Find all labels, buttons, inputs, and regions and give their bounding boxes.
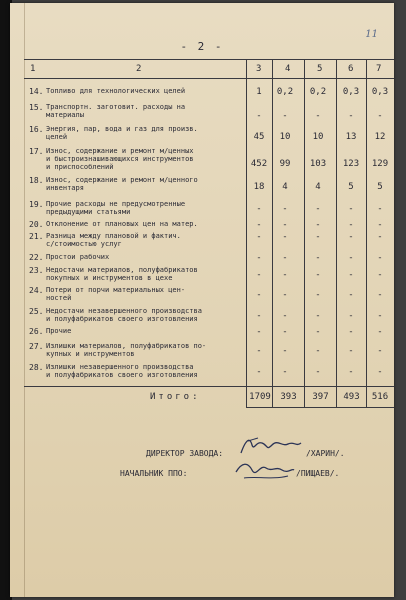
row-value-col4: - — [282, 204, 288, 214]
row-value-col4: - — [282, 327, 288, 337]
row-value-col6: 13 — [345, 132, 357, 142]
total-col4: 393 — [280, 392, 297, 402]
row-value-col3: - — [256, 111, 262, 121]
row-value-col3: - — [256, 367, 262, 377]
row-value-col3: - — [256, 290, 262, 300]
row-number: 18. — [29, 176, 44, 185]
row-number: 15. — [29, 103, 44, 112]
row-value-col7: - — [377, 346, 383, 356]
row-value-col6: 5 — [348, 182, 354, 192]
row-value-col6: - — [348, 220, 354, 230]
row-description: Недостачи незавершенного производства и полуфабрикатов своего изготовления — [46, 307, 202, 323]
director-name: /ХАРИН/. — [306, 449, 345, 458]
row-value-col5: - — [315, 111, 321, 121]
ppo-head-signature-title: НАЧАЛЬНИК ППО: — [120, 469, 188, 478]
column-header-2: 2 — [136, 64, 142, 74]
row-value-col4: - — [282, 311, 288, 321]
row-number: 22. — [29, 253, 44, 262]
row-value-col3: 1 — [256, 87, 262, 97]
row-value-col3: - — [256, 346, 262, 356]
row-value-col7: - — [377, 232, 383, 242]
row-value-col6: - — [348, 346, 354, 356]
row-value-col6: 0,3 — [342, 87, 360, 97]
row-value-col7: 0,3 — [371, 87, 389, 97]
row-value-col6: - — [348, 290, 354, 300]
row-value-col3: 18 — [253, 182, 265, 192]
row-value-col3: - — [256, 327, 262, 337]
row-value-col7: - — [377, 253, 383, 263]
row-value-col7: 12 — [374, 132, 386, 142]
row-value-col3: - — [256, 270, 262, 280]
row-value-col6: - — [348, 327, 354, 337]
row-description: Отклонение от плановых цен на матер. — [46, 220, 198, 228]
total-col7: 516 — [371, 392, 389, 402]
row-value-col7: - — [377, 204, 383, 214]
row-number: 21. — [29, 232, 44, 241]
row-value-col3: - — [256, 232, 262, 242]
row-description: Транспортн. заготовит. расходы на материалы — [46, 103, 186, 119]
table-top-border — [24, 59, 394, 60]
column-header-3: 3 — [256, 64, 262, 74]
total-col3: 1709 — [249, 392, 271, 402]
row-number: 17. — [29, 147, 44, 156]
table-body-bottom-border — [24, 386, 394, 387]
row-number: 26. — [29, 327, 44, 336]
row-value-col4: - — [282, 253, 288, 263]
page-number: - 2 - — [180, 40, 224, 53]
row-value-col5: 0,2 — [309, 87, 327, 97]
row-number: 23. — [29, 266, 44, 275]
column-header-5: 5 — [317, 64, 323, 74]
column-header-1: 1 — [30, 64, 36, 74]
row-value-col5: 10 — [312, 132, 324, 142]
row-value-col5: - — [315, 290, 321, 300]
row-value-col4: - — [282, 346, 288, 356]
column-divider — [336, 59, 337, 407]
ppo-head-handwritten-signature — [232, 458, 298, 482]
row-number: 25. — [29, 307, 44, 316]
row-description: Топливо для технологических целей — [46, 87, 186, 95]
archive-page-number: 11 — [365, 29, 378, 40]
row-description: Энергия, пар, вода и газ для произв. целей — [46, 125, 198, 141]
column-header-4: 4 — [285, 64, 291, 74]
ppo-head-name: /ПИЩАЕВ/. — [296, 469, 340, 478]
row-value-col3: - — [256, 253, 262, 263]
row-value-col7: 129 — [371, 159, 389, 169]
row-value-col7: - — [377, 327, 383, 337]
column-header-7: 7 — [376, 64, 382, 74]
row-value-col7: - — [377, 220, 383, 230]
row-value-col7: - — [377, 270, 383, 280]
table-header-border — [24, 78, 394, 79]
row-value-col4: - — [282, 232, 288, 242]
row-value-col7: - — [377, 367, 383, 377]
row-value-col4: 99 — [279, 159, 291, 169]
row-description: Излишки незавершенного производства и полуфабрикатов своего изготовления — [46, 363, 198, 379]
director-signature-title: ДИРЕКТОР ЗАВОДА: — [146, 449, 224, 458]
document-page — [10, 3, 394, 597]
row-description: Износ, содержание и ремонт м/ценных и быстроизнашивающихся инструментов и приспособлений — [46, 147, 194, 171]
row-value-col5: - — [315, 232, 321, 242]
row-value-col6: - — [348, 204, 354, 214]
row-value-col5: - — [315, 253, 321, 263]
total-label: Итого: — [150, 392, 201, 402]
row-value-col4: - — [282, 270, 288, 280]
row-value-col3: 452 — [250, 159, 268, 169]
row-value-col5: 4 — [315, 182, 321, 192]
row-value-col5: - — [315, 270, 321, 280]
director-handwritten-signature — [238, 435, 304, 457]
row-description: Потери от порчи материальных цен- ностей — [46, 286, 186, 302]
row-description: Простои рабочих — [46, 253, 110, 261]
row-value-col7: - — [377, 290, 383, 300]
row-number: 24. — [29, 286, 44, 295]
row-number: 20. — [29, 220, 44, 229]
row-value-col5: - — [315, 327, 321, 337]
row-value-col7: - — [377, 111, 383, 121]
row-value-col6: - — [348, 111, 354, 121]
row-value-col5: 103 — [309, 159, 327, 169]
row-value-col4: 10 — [279, 132, 291, 142]
row-value-col5: - — [315, 220, 321, 230]
row-description: Недостачи материалов, полуфабрикатов покупных и инструментов в цехе — [46, 266, 198, 282]
row-value-col5: - — [315, 346, 321, 356]
row-value-col6: - — [348, 367, 354, 377]
total-col6: 493 — [343, 392, 360, 402]
row-number: 28. — [29, 363, 44, 372]
row-number: 16. — [29, 125, 44, 134]
row-value-col6: 123 — [342, 159, 360, 169]
row-value-col7: 5 — [377, 182, 383, 192]
page-fold-line — [24, 3, 25, 597]
row-value-col6: - — [348, 253, 354, 263]
row-value-col5: - — [315, 311, 321, 321]
row-description: Прочие — [46, 327, 72, 335]
row-value-col4: 4 — [282, 182, 288, 192]
row-number: 19. — [29, 200, 44, 209]
row-description: Излишки материалов, полуфабрикатов по- купных и инструментов — [46, 342, 207, 358]
row-value-col3: - — [256, 220, 262, 230]
row-number: 27. — [29, 342, 44, 351]
row-value-col4: 0,2 — [276, 87, 294, 97]
row-value-col4: - — [282, 220, 288, 230]
table-total-bottom-border — [246, 407, 394, 408]
row-value-col4: - — [282, 367, 288, 377]
row-value-col4: - — [282, 111, 288, 121]
row-value-col3: 45 — [253, 132, 265, 142]
row-value-col6: - — [348, 270, 354, 280]
row-value-col6: - — [348, 232, 354, 242]
row-description: Износ, содержание и ремонт м/ценного инвентаря — [46, 176, 198, 192]
row-number: 14. — [29, 87, 44, 96]
row-value-col7: - — [377, 311, 383, 321]
total-col5: 397 — [312, 392, 329, 402]
row-description: Разница между плановой и фактич. с/стоимостью услуг — [46, 232, 181, 248]
row-description: Прочие расходы не предусмотренные предыдущими статьями — [46, 200, 186, 216]
row-value-col6: - — [348, 311, 354, 321]
row-value-col4: - — [282, 290, 288, 300]
column-header-6: 6 — [348, 64, 354, 74]
row-value-col5: - — [315, 204, 321, 214]
row-value-col3: - — [256, 311, 262, 321]
row-value-col3: - — [256, 204, 262, 214]
row-value-col5: - — [315, 367, 321, 377]
